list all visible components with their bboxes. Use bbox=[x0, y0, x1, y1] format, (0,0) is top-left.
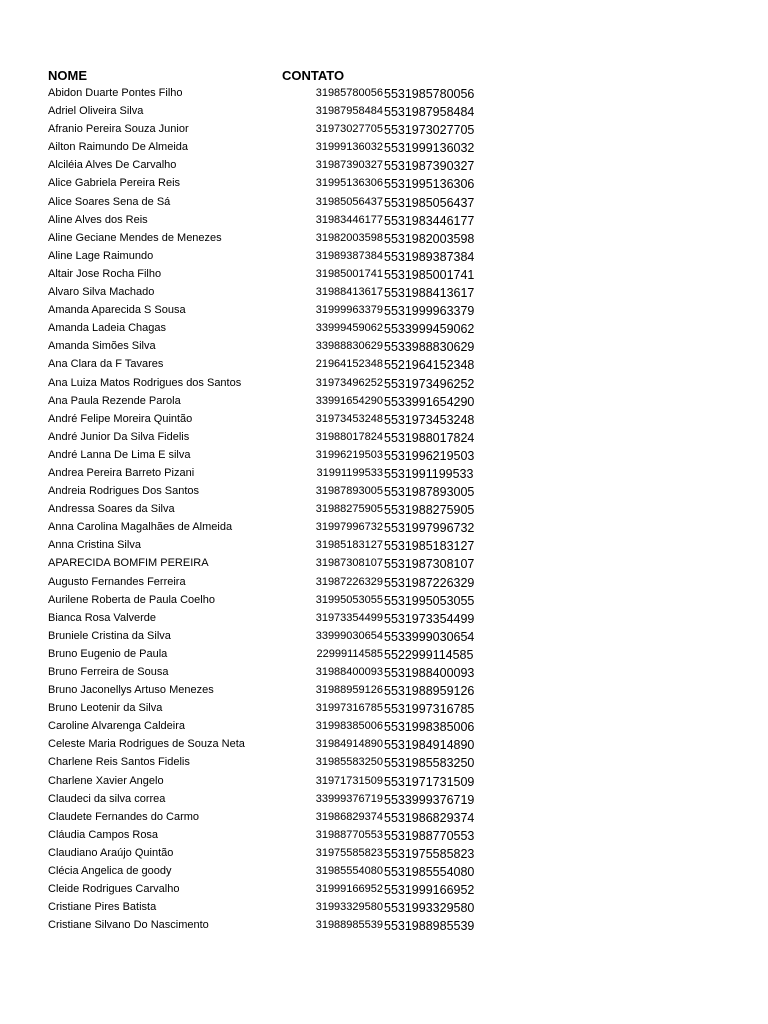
contact-phone: 31999166952 bbox=[315, 883, 383, 896]
contact-name: Claudiano Araújo Quintão bbox=[48, 846, 174, 859]
column-header-contact: CONTATO bbox=[282, 68, 345, 83]
contact-phone-international: 5531988985539 bbox=[384, 919, 475, 934]
table-row bbox=[0, 412, 768, 430]
table-row bbox=[0, 882, 768, 900]
table-row bbox=[0, 357, 768, 375]
contact-phone: 31986829374 bbox=[315, 810, 383, 823]
table-row bbox=[0, 376, 768, 394]
contact-name: Anna Cristina Silva bbox=[48, 539, 141, 552]
contact-name: Claudeci da silva correa bbox=[48, 792, 166, 805]
contact-phone: 31995053055 bbox=[315, 593, 383, 606]
contact-phone: 31999136032 bbox=[315, 141, 383, 154]
table-row bbox=[0, 339, 768, 357]
contact-phone-international: 5531985056437 bbox=[384, 195, 475, 210]
table-row bbox=[0, 683, 768, 701]
contact-phone-international: 5531973496252 bbox=[384, 376, 475, 391]
table-row bbox=[0, 900, 768, 918]
contact-phone-international: 5531988017824 bbox=[384, 430, 475, 445]
contact-name: Afranio Pereira Souza Junior bbox=[48, 123, 189, 136]
contact-phone-international: 5533999376719 bbox=[384, 792, 475, 807]
contact-name: Ana Luiza Matos Rodrigues dos Santos bbox=[48, 376, 242, 389]
contact-name: Amanda Ladeia Chagas bbox=[48, 322, 167, 335]
contact-phone: 31991199533 bbox=[316, 466, 383, 479]
table-row bbox=[0, 737, 768, 755]
contact-name: Altair Jose Rocha Filho bbox=[48, 267, 162, 280]
table-row bbox=[0, 846, 768, 864]
contact-phone: 31988275905 bbox=[315, 503, 383, 516]
contact-name: Cristiane Pires Batista bbox=[48, 901, 157, 914]
table-row bbox=[0, 448, 768, 466]
contact-phone-international: 5533999459062 bbox=[384, 322, 475, 337]
table-row bbox=[0, 104, 768, 122]
contact-name: Anna Carolina Magalhães de Almeida bbox=[48, 521, 233, 534]
contact-phone-international: 5531995053055 bbox=[384, 593, 475, 608]
table-row bbox=[0, 86, 768, 104]
contact-phone: 31996219503 bbox=[315, 448, 383, 461]
contact-phone: 33999459062 bbox=[315, 322, 383, 335]
contact-phone: 22999114585 bbox=[316, 647, 383, 660]
contact-phone-international: 5531973354499 bbox=[384, 611, 475, 626]
contact-phone: 31973354499 bbox=[315, 611, 383, 624]
contact-name: Aline Lage Raimundo bbox=[48, 249, 154, 262]
contact-name: Aline Geciane Mendes de Menezes bbox=[48, 231, 222, 244]
table-row bbox=[0, 665, 768, 683]
contact-phone-international: 5531975585823 bbox=[384, 846, 475, 861]
contact-phone: 31993329580 bbox=[315, 901, 383, 914]
table-row bbox=[0, 249, 768, 267]
contact-phone-international: 5531997996732 bbox=[384, 521, 475, 536]
contact-phone: 31973027705 bbox=[315, 123, 383, 136]
contact-name: Ana Clara da F Tavares bbox=[48, 358, 164, 371]
contact-name: Cláudia Campos Rosa bbox=[48, 828, 159, 841]
contact-phone: 31988017824 bbox=[315, 430, 383, 443]
contact-phone-international: 5531987958484 bbox=[384, 105, 475, 120]
contact-name: André Lanna De Lima E silva bbox=[48, 448, 191, 461]
contact-phone: 31988400093 bbox=[315, 666, 383, 678]
contact-phone-international: 5531988413617 bbox=[384, 286, 475, 301]
contact-phone: 31973496252 bbox=[315, 376, 383, 389]
contact-name: Charlene Reis Santos Fidelis bbox=[48, 756, 190, 769]
contact-name: Augusto Fernandes Ferreira bbox=[48, 575, 186, 588]
contact-name: Aurilene Roberta de Paula Coelho bbox=[48, 593, 215, 606]
contact-phone: 31982003598 bbox=[315, 231, 383, 244]
contact-name: Ailton Raimundo De Almeida bbox=[48, 141, 189, 154]
contact-phone-international: 5531984914890 bbox=[384, 738, 475, 753]
table-row bbox=[0, 647, 768, 665]
contact-phone-international: 5531985554080 bbox=[384, 865, 475, 880]
contact-name: Bruniele Cristina da Silva bbox=[48, 629, 171, 642]
contact-phone-international: 5531997316785 bbox=[384, 702, 475, 717]
table-row bbox=[0, 719, 768, 737]
contact-phone: 31987226329 bbox=[315, 575, 383, 588]
contact-name: Amanda Aparecida S Sousa bbox=[48, 304, 186, 317]
contact-name: Clécia Angelica de goody bbox=[48, 865, 172, 878]
table-row bbox=[0, 556, 768, 574]
contact-name: Adriel Oliveira Silva bbox=[48, 105, 144, 118]
contact-name: Bruno Ferreira de Sousa bbox=[48, 666, 169, 678]
contact-phone-international: 5531985001741 bbox=[384, 267, 475, 282]
column-header-name: NOME bbox=[48, 68, 87, 83]
contact-phone: 31985183127 bbox=[315, 539, 383, 552]
table-row bbox=[0, 158, 768, 176]
contact-phone-international: 5531999963379 bbox=[384, 304, 475, 319]
contact-name: APARECIDA BOMFIM PEREIRA bbox=[48, 557, 209, 570]
contact-phone: 31997996732 bbox=[315, 521, 383, 534]
table-row bbox=[0, 701, 768, 719]
contact-phone: 31971731509 bbox=[315, 774, 383, 787]
contact-phone-international: 5531998385006 bbox=[384, 720, 475, 735]
contact-phone: 31988959126 bbox=[315, 684, 383, 697]
contact-phone-international: 5531996219503 bbox=[384, 448, 475, 463]
contact-phone-international: 5531987308107 bbox=[384, 557, 475, 572]
contact-phone: 33988830629 bbox=[315, 340, 383, 353]
contact-phone-international: 5531987226329 bbox=[384, 575, 475, 590]
table-row bbox=[0, 918, 768, 936]
contact-list bbox=[0, 86, 768, 936]
contact-phone: 31987308107 bbox=[315, 557, 383, 570]
contact-phone: 31985583250 bbox=[315, 756, 383, 769]
contact-phone-international: 5531987390327 bbox=[384, 159, 475, 174]
contact-name: André Junior Da Silva Fidelis bbox=[48, 430, 190, 443]
contact-name: Cristiane Silvano Do Nascimento bbox=[48, 919, 209, 932]
contact-phone-international: 5531982003598 bbox=[384, 231, 475, 246]
table-row bbox=[0, 213, 768, 231]
contact-phone-international: 5531985583250 bbox=[384, 756, 475, 771]
contact-phone: 31999963379 bbox=[315, 304, 383, 317]
contact-phone-international: 5531988275905 bbox=[384, 503, 475, 518]
table-row bbox=[0, 195, 768, 213]
contact-phone-international: 5531993329580 bbox=[384, 901, 475, 916]
contact-name: Alciléia Alves De Carvalho bbox=[48, 159, 177, 172]
contact-phone-international: 5531973027705 bbox=[384, 123, 475, 138]
contact-phone: 31998385006 bbox=[315, 720, 383, 733]
contact-name: Caroline Alvarenga Caldeira bbox=[48, 720, 185, 733]
contact-phone: 31985780056 bbox=[315, 87, 383, 99]
table-row bbox=[0, 792, 768, 810]
table-row bbox=[0, 575, 768, 593]
table-row bbox=[0, 466, 768, 484]
contact-phone-international: 5531985183127 bbox=[384, 539, 475, 554]
table-row bbox=[0, 285, 768, 303]
table-row bbox=[0, 303, 768, 321]
contact-name: Cleide Rodrigues Carvalho bbox=[48, 883, 180, 896]
contact-phone: 31975585823 bbox=[315, 846, 383, 859]
contact-phone-international: 5531988959126 bbox=[384, 684, 475, 699]
contact-phone-international: 5531971731509 bbox=[384, 774, 475, 789]
contact-name: Andressa Soares da Silva bbox=[48, 503, 175, 516]
contact-phone: 31995136306 bbox=[315, 177, 383, 190]
contact-phone-international: 5531989387384 bbox=[384, 249, 475, 264]
table-row bbox=[0, 176, 768, 194]
table-row bbox=[0, 810, 768, 828]
table-row bbox=[0, 502, 768, 520]
contact-name: Bruno Eugenio de Paula bbox=[48, 647, 168, 660]
contact-phone: 33991654290 bbox=[315, 394, 383, 407]
contact-phone-international: 5531988770553 bbox=[384, 828, 475, 843]
table-row bbox=[0, 755, 768, 773]
contact-name: Claudete Fernandes do Carmo bbox=[48, 810, 200, 823]
contact-phone-international: 5533988830629 bbox=[384, 340, 475, 355]
contact-phone-international: 5531988400093 bbox=[384, 666, 475, 680]
contact-name: Alice Gabriela Pereira Reis bbox=[48, 177, 181, 190]
contact-phone: 31985001741 bbox=[315, 267, 383, 280]
contact-phone: 31985554080 bbox=[315, 865, 383, 878]
contact-phone: 31985056437 bbox=[315, 195, 383, 208]
contact-phone-international: 5531986829374 bbox=[384, 810, 475, 825]
table-header bbox=[0, 68, 768, 86]
contact-phone-international: 5533991654290 bbox=[384, 394, 475, 409]
contact-name: Alvaro Silva Machado bbox=[48, 286, 155, 299]
table-row bbox=[0, 394, 768, 412]
table-row bbox=[0, 828, 768, 846]
contact-phone-international: 5531985780056 bbox=[384, 87, 475, 101]
contact-name: Alice Soares Sena de Sá bbox=[48, 195, 171, 208]
contact-phone-international: 5522999114585 bbox=[384, 647, 474, 662]
contact-phone-international: 5531983446177 bbox=[384, 213, 475, 228]
contact-phone: 31997316785 bbox=[315, 702, 383, 715]
contact-name: Charlene Xavier Angelo bbox=[48, 774, 164, 787]
table-row bbox=[0, 140, 768, 158]
table-row bbox=[0, 231, 768, 249]
contact-name: Andreia Rodrigues Dos Santos bbox=[48, 485, 200, 498]
table-row bbox=[0, 267, 768, 285]
table-row bbox=[0, 484, 768, 502]
table-row bbox=[0, 430, 768, 448]
contact-phone: 31988985539 bbox=[315, 919, 383, 932]
contact-phone: 33999030654 bbox=[315, 629, 383, 642]
contact-phone-international: 5531973453248 bbox=[384, 412, 475, 427]
table-row bbox=[0, 593, 768, 611]
contact-phone-international: 5531999166952 bbox=[384, 883, 475, 898]
contact-name: Abidon Duarte Pontes Filho bbox=[48, 87, 183, 99]
contact-name: André Felipe Moreira Quintão bbox=[48, 412, 193, 425]
contact-phone: 31983446177 bbox=[315, 213, 383, 226]
contact-phone-international: 5521964152348 bbox=[384, 358, 475, 373]
table-row bbox=[0, 321, 768, 339]
table-row bbox=[0, 629, 768, 647]
contact-phone: 31989387384 bbox=[315, 249, 383, 262]
table-row bbox=[0, 520, 768, 538]
contact-phone: 33999376719 bbox=[315, 792, 383, 805]
contact-phone: 31984914890 bbox=[315, 738, 383, 751]
contact-name: Andrea Pereira Barreto Pizani bbox=[48, 466, 195, 479]
contact-phone: 31988770553 bbox=[315, 828, 383, 841]
contact-name: Amanda Simões Silva bbox=[48, 340, 156, 353]
contact-phone: 31987958484 bbox=[315, 105, 383, 118]
contact-phone: 21964152348 bbox=[315, 358, 383, 371]
contact-phone-international: 5533999030654 bbox=[384, 629, 475, 644]
contact-phone-international: 5531991199533 bbox=[384, 466, 474, 481]
contact-phone-international: 5531995136306 bbox=[384, 177, 475, 192]
table-row bbox=[0, 611, 768, 629]
contact-name: Bruno Leotenir da Silva bbox=[48, 702, 163, 715]
table-row bbox=[0, 774, 768, 792]
contact-phone-international: 5531987893005 bbox=[384, 485, 475, 500]
table-row bbox=[0, 122, 768, 140]
contact-phone: 31987893005 bbox=[315, 485, 383, 498]
table-row bbox=[0, 864, 768, 882]
contact-phone-international: 5531999136032 bbox=[384, 141, 475, 156]
contact-phone: 31988413617 bbox=[315, 286, 383, 299]
contact-name: Celeste Maria Rodrigues de Souza Neta bbox=[48, 738, 245, 751]
contact-name: Aline Alves dos Reis bbox=[48, 213, 148, 226]
contact-phone: 31973453248 bbox=[315, 412, 383, 425]
contact-phone: 31987390327 bbox=[315, 159, 383, 172]
contact-name: Bianca Rosa Valverde bbox=[48, 611, 157, 624]
contact-name: Bruno Jaconellys Artuso Menezes bbox=[48, 684, 214, 697]
table-row bbox=[0, 538, 768, 556]
contact-name: Ana Paula Rezende Parola bbox=[48, 394, 181, 407]
